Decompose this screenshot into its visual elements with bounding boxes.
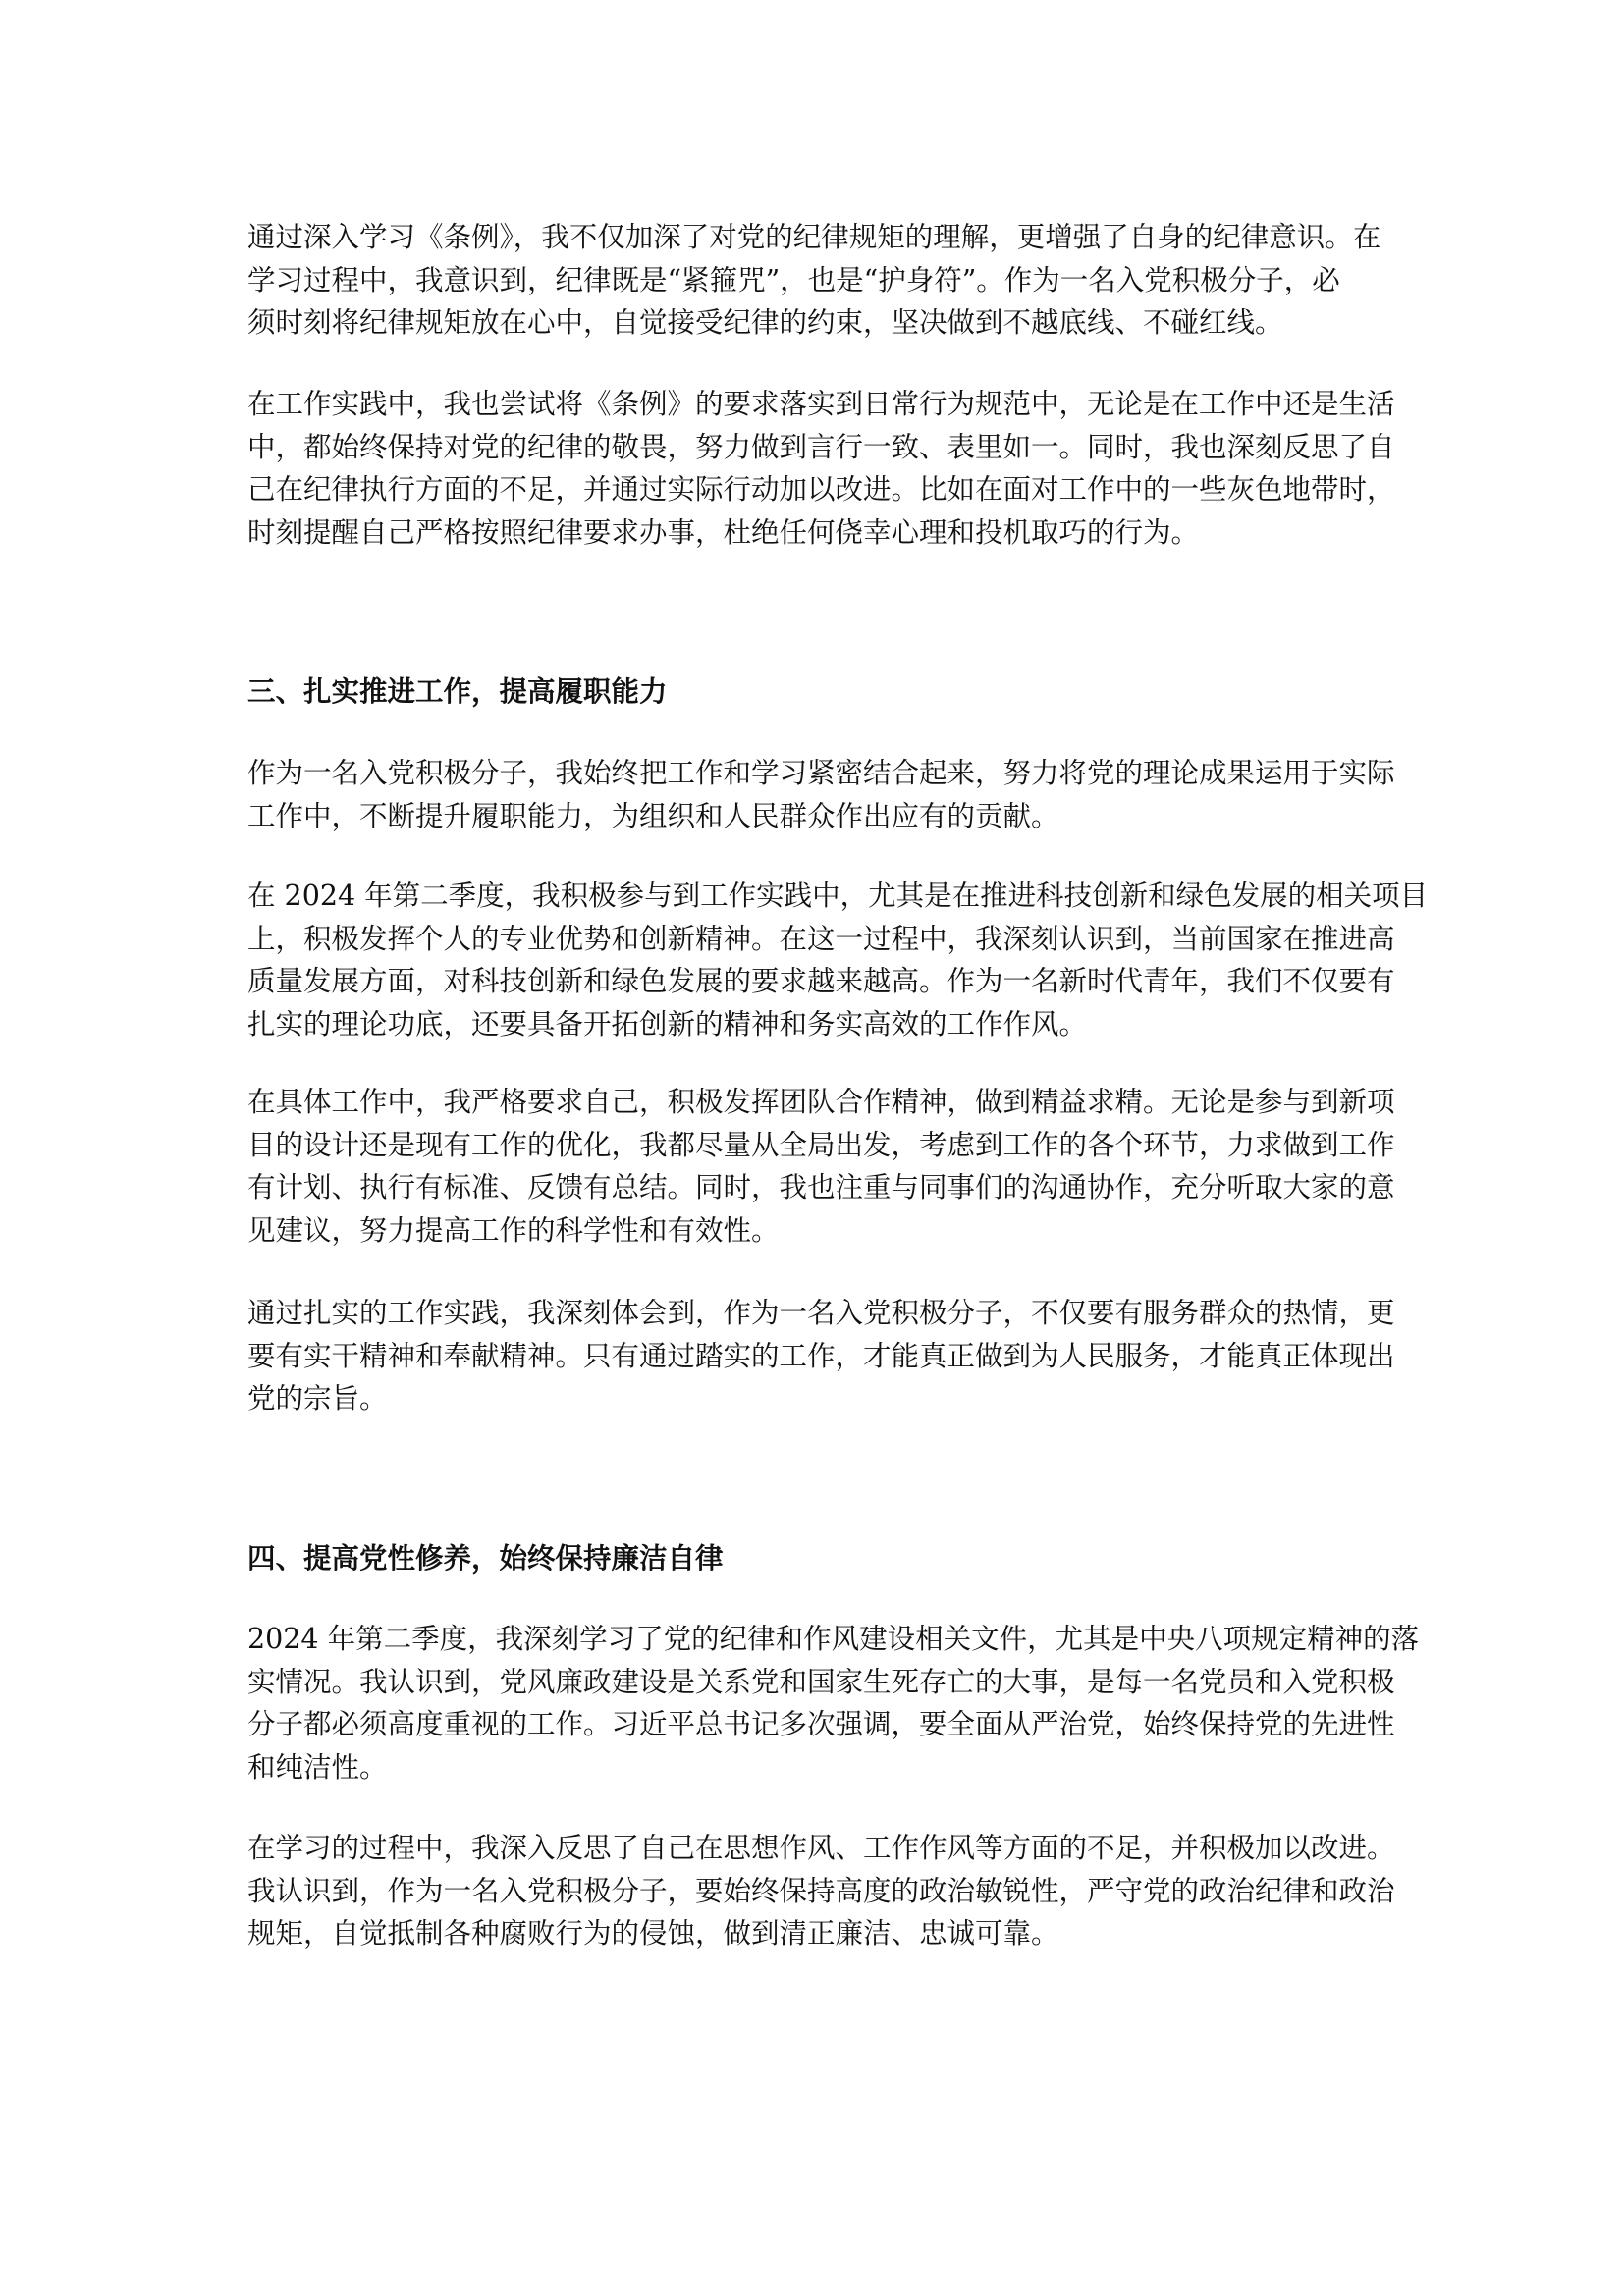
text-line: 质量发展方面，对科技创新和绿色发展的要求越来越高。作为一名新时代青年，我们不仅要有 [247,965,1395,997]
text-line: 作为一名入党积极分子，我始终把工作和学习紧密结合起来，努力将党的理论成果运用于实际 [247,757,1395,789]
section-heading-4 [247,1537,1386,1580]
paragraph-discipline-awareness [247,216,1386,345]
heading-text: 四、提高党性修养，始终保持廉洁自律 [247,1542,724,1575]
text-line: 2024 年第二季度，我深刻学习了党的纪律和作风建设相关文件，尤其是中央八项规定精神的落 [247,1623,1420,1655]
text-line: 有计划、执行有标准、反馈有总结。同时，我也注重与同事们的沟通协作，充分听取大家的意 [247,1171,1395,1203]
text-line: 己在纪律执行方面的不足，并通过实际行动加以改进。比如在面对工作中的一些灰色地带时， [247,473,1395,506]
paragraph-reflection [247,1292,1395,1420]
text-line: 时刻提醒自己严格按照纪律要求办事，杜绝任何侥幸心理和投机取巧的行为。 [247,515,1200,549]
text-line: 在学习的过程中，我深入反思了自己在思想作风、工作作风等方面的不足，并积极加以改进。 [247,1832,1395,1864]
text-line: 须时刻将纪律规矩放在心中，自觉接受纪律的约束，坚决做到不越底线、不碰红线。 [247,306,1283,339]
text-line: 在工作实践中，我也尝试将《条例》的要求落实到日常行为规范中，无论是在工作中还是生活 [247,388,1395,420]
paragraph-specific-work [247,1081,1395,1252]
text-line: 要有实干精神和奉献精神。只有通过踏实的工作，才能真正做到为人民服务，才能真正体现出 [247,1339,1395,1372]
paragraph-intro-work [247,752,1395,837]
text-line: 和纯洁性。 [247,1750,388,1784]
text-line: 规矩，自觉抵制各种腐败行为的侵蚀，做到清正廉洁、忠诚可靠。 [247,1917,1059,1949]
text-line: 学习过程中，我意识到，纪律既是“紧箍咒”，也是“护身符”。作为一名入党积极分子，必 [247,263,1340,296]
text-line: 中，都始终保持对党的纪律的敬畏，努力做到言行一致、表里如一。同时，我也深刻反思了自 [247,430,1395,463]
text-line: 在 2024 年第二季度，我积极参与到工作实践中，尤其是在推进科技创新和绿色发展的相关项目 [247,880,1429,912]
text-line: 扎实的理论功底，还要具备开拓创新的精神和务实高效的工作作风。 [247,1007,1088,1041]
text-line: 分子都必须高度重视的工作。习近平总书记多次强调，要全面从严治党，始终保持党的先进性 [247,1708,1395,1740]
text-line: 在具体工作中，我严格要求自己，积极发挥团队合作精神，做到精益求精。无论是参与到新项 [247,1086,1395,1118]
section-heading-3 [247,670,1386,714]
text-line: 通过深入学习《条例》，我不仅加深了对党的纪律规矩的理解，更增强了自身的纪律意识。在 [247,221,1381,253]
text-line: 实情况。我认识到，党风廉政建设是关系党和国家生死存亡的大事，是每一名党员和入党积极 [247,1665,1395,1698]
text-line: 目的设计还是现有工作的优化，我都尽量从全局出发，考虑到工作的各个环节，力求做到工作 [247,1128,1395,1161]
paragraph-q2-practice [247,875,1429,1045]
text-line: 党的宗旨。 [247,1382,388,1415]
text-line: 通过扎实的工作实践，我深刻体会到，作为一名入党积极分子，不仅要有服务群众的热情，更 [247,1297,1395,1329]
heading-text: 三、扎实推进工作，提高履职能力 [247,675,668,708]
text-line: 上，积极发挥个人的专业优势和创新精神。在这一过程中，我深刻认识到，当前国家在推进高 [247,922,1395,955]
text-line: 工作中，不断提升履职能力，为组织和人民群众作出应有的贡献。 [247,799,1059,832]
paragraph-party-style [247,1618,1420,1789]
paragraph-self-improvement [247,1827,1395,1955]
text-line: 我认识到，作为一名入党积极分子，要始终保持高度的政治敏锐性，严守党的政治纪律和政治 [247,1874,1395,1907]
text-line: 见建议，努力提高工作的科学性和有效性。 [247,1213,780,1247]
paragraph-work-practice [247,383,1395,554]
